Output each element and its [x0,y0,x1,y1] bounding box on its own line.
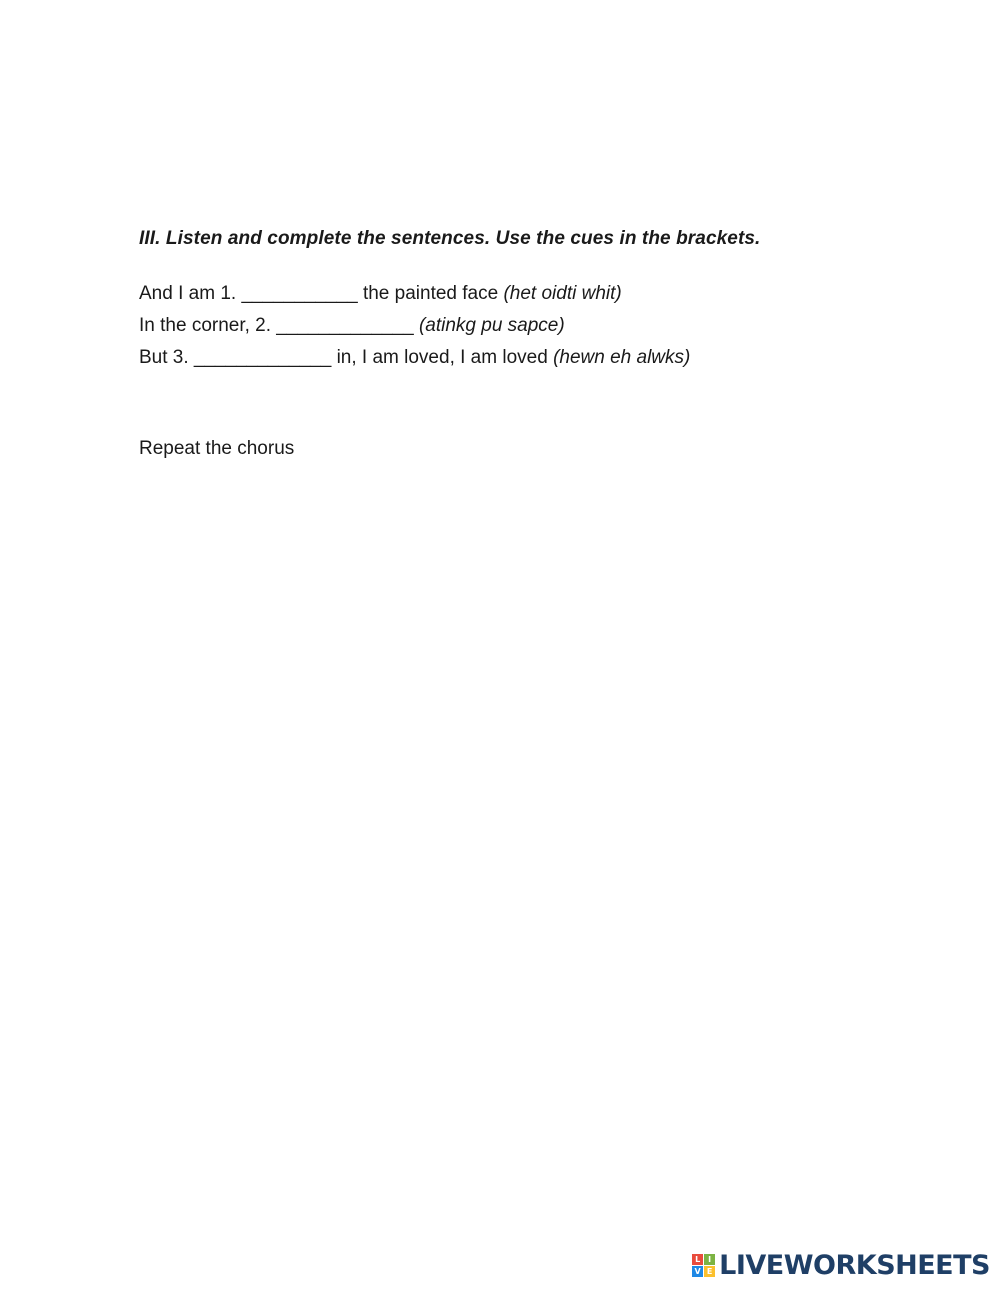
logo-letter: V [692,1266,703,1277]
logo-letter: I [704,1254,715,1265]
line-text: But 3. _____________ in, I am loved, I am loved [139,347,554,368]
logo-letter: E [704,1266,715,1277]
line-text: In the corner, 2. _____________ [139,315,419,336]
line-cue: (atinkg pu sapce) [418,315,565,336]
line-cue: (hewn eh alwks) [553,347,691,368]
line-cue: (het oidti whit) [503,283,622,304]
exercise-lines [139,278,690,374]
line-text: And I am 1. ___________ the painted face [139,283,504,304]
liveworksheets-logo-icon [692,1254,715,1277]
brand-name: LIVEWORKSHEETS [719,1250,990,1281]
logo-letter: L [692,1254,703,1265]
exercise-line-2 [139,310,690,342]
exercise-line-1 [139,278,690,310]
exercise-line-3 [139,342,690,374]
liveworksheets-watermark [692,1250,990,1281]
instruction-heading: III. Listen and complete the sentences. Use the cues in the brackets. [139,228,761,249]
repeat-chorus-note: Repeat the chorus [139,438,295,459]
